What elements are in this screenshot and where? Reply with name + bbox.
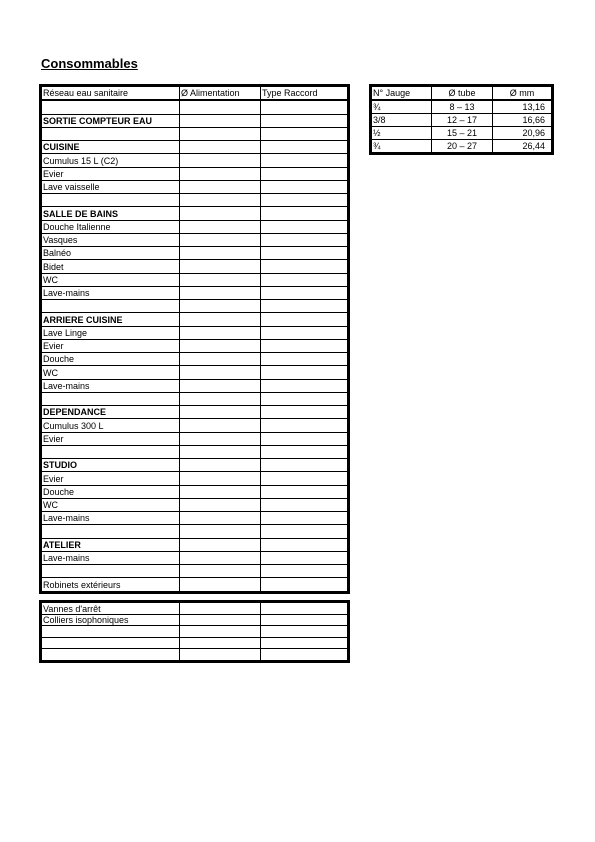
- raccord-cell[interactable]: [261, 286, 349, 299]
- table-row: [41, 485, 349, 498]
- header-tube: Ø tube: [432, 86, 493, 101]
- table-row: [41, 247, 349, 260]
- plumbing-network-table: [39, 84, 350, 594]
- consumable-cell[interactable]: [180, 637, 261, 649]
- raccord-cell[interactable]: [261, 551, 349, 564]
- gauge-number: 3/8: [371, 114, 432, 127]
- table-row: [41, 445, 349, 458]
- gauge-header-row: [371, 86, 553, 101]
- row-label: [41, 445, 180, 458]
- consumable-row: [41, 602, 349, 615]
- table-row: [41, 100, 349, 114]
- alimentation-cell[interactable]: [180, 194, 261, 207]
- raccord-cell[interactable]: [261, 419, 349, 432]
- header-alimentation: Ø Alimentation: [180, 86, 261, 101]
- alimentation-cell[interactable]: [180, 578, 261, 592]
- raccord-cell[interactable]: [261, 432, 349, 445]
- row-label: WC: [41, 366, 180, 379]
- mm-diameter: 20,96: [493, 127, 553, 140]
- raccord-cell[interactable]: [261, 525, 349, 538]
- consumable-label: [41, 649, 180, 662]
- gauge-row: [371, 140, 553, 154]
- consumable-row: [41, 637, 349, 649]
- alimentation-cell[interactable]: [180, 180, 261, 193]
- raccord-cell[interactable]: [261, 326, 349, 339]
- alimentation-cell[interactable]: [180, 300, 261, 313]
- alimentation-cell[interactable]: [180, 565, 261, 578]
- raccord-cell[interactable]: [261, 220, 349, 233]
- row-label: Douche: [41, 485, 180, 498]
- row-label: CUISINE: [41, 141, 180, 154]
- alimentation-cell[interactable]: [180, 445, 261, 458]
- raccord-cell[interactable]: [261, 565, 349, 578]
- alimentation-cell[interactable]: [180, 167, 261, 180]
- consumable-cell[interactable]: [180, 602, 261, 615]
- table-row: [41, 525, 349, 538]
- gauge-row: [371, 100, 553, 114]
- row-label: ATELIER: [41, 538, 180, 551]
- gauge-reference-table: [369, 84, 554, 155]
- raccord-cell[interactable]: [261, 100, 349, 114]
- table-row: [41, 127, 349, 140]
- raccord-cell[interactable]: [261, 578, 349, 592]
- gauge-number: ¾: [371, 100, 432, 114]
- raccord-cell[interactable]: [261, 313, 349, 326]
- raccord-cell[interactable]: [261, 273, 349, 286]
- raccord-cell[interactable]: [261, 154, 349, 167]
- table-row: [41, 220, 349, 233]
- row-label: Evier: [41, 472, 180, 485]
- raccord-cell[interactable]: [261, 392, 349, 405]
- raccord-cell[interactable]: [261, 247, 349, 260]
- header-jauge: N° Jauge: [371, 86, 432, 101]
- raccord-cell[interactable]: [261, 207, 349, 220]
- table-row: [41, 366, 349, 379]
- row-label: [41, 525, 180, 538]
- mm-diameter: 16,66: [493, 114, 553, 127]
- row-label: Cumulus 300 L: [41, 419, 180, 432]
- table-row: [41, 578, 349, 592]
- header-reseau: Réseau eau sanitaire: [41, 86, 180, 101]
- raccord-cell[interactable]: [261, 339, 349, 352]
- table-row: [41, 538, 349, 551]
- raccord-cell[interactable]: [261, 114, 349, 127]
- table-row: [41, 260, 349, 273]
- row-label: Vasques: [41, 233, 180, 246]
- consumables-table: [39, 600, 350, 663]
- row-label: [41, 565, 180, 578]
- alimentation-cell[interactable]: [180, 141, 261, 154]
- consumable-cell[interactable]: [261, 626, 349, 638]
- gauge-number: ¾: [371, 140, 432, 154]
- raccord-cell[interactable]: [261, 260, 349, 273]
- row-label: DEPENDANCE: [41, 406, 180, 419]
- mm-diameter: 13,16: [493, 100, 553, 114]
- alimentation-cell[interactable]: [180, 432, 261, 445]
- alimentation-cell[interactable]: [180, 538, 261, 551]
- raccord-cell[interactable]: [261, 180, 349, 193]
- alimentation-cell[interactable]: [180, 392, 261, 405]
- alimentation-cell[interactable]: [180, 127, 261, 140]
- alimentation-cell[interactable]: [180, 233, 261, 246]
- header-raccord: Type Raccord: [261, 86, 349, 101]
- raccord-cell[interactable]: [261, 485, 349, 498]
- raccord-cell[interactable]: [261, 406, 349, 419]
- header-mm: Ø mm: [493, 86, 553, 101]
- consumable-cell[interactable]: [261, 614, 349, 626]
- row-label: [41, 127, 180, 140]
- table-row: [41, 154, 349, 167]
- alimentation-cell[interactable]: [180, 100, 261, 114]
- row-label: Evier: [41, 339, 180, 352]
- alimentation-cell[interactable]: [180, 273, 261, 286]
- row-label: Bidet: [41, 260, 180, 273]
- raccord-cell[interactable]: [261, 459, 349, 472]
- consumable-row: [41, 614, 349, 626]
- consumable-row: [41, 649, 349, 662]
- row-label: Douche Italienne: [41, 220, 180, 233]
- table-row: [41, 180, 349, 193]
- alimentation-cell[interactable]: [180, 220, 261, 233]
- raccord-cell[interactable]: [261, 498, 349, 511]
- table-row: [41, 432, 349, 445]
- table-row: [41, 392, 349, 405]
- consumable-label: Colliers isophoniques: [41, 614, 180, 626]
- raccord-cell[interactable]: [261, 233, 349, 246]
- table-row: [41, 551, 349, 564]
- alimentation-cell[interactable]: [180, 485, 261, 498]
- mm-diameter: 26,44: [493, 140, 553, 154]
- raccord-cell[interactable]: [261, 379, 349, 392]
- raccord-cell[interactable]: [261, 167, 349, 180]
- alimentation-cell[interactable]: [180, 498, 261, 511]
- table-row: [41, 167, 349, 180]
- row-label: Douche: [41, 353, 180, 366]
- consumable-cell[interactable]: [180, 626, 261, 638]
- alimentation-cell[interactable]: [180, 472, 261, 485]
- alimentation-cell[interactable]: [180, 419, 261, 432]
- raccord-cell[interactable]: [261, 194, 349, 207]
- row-label: Lave-mains: [41, 551, 180, 564]
- alimentation-cell[interactable]: [180, 459, 261, 472]
- alimentation-cell[interactable]: [180, 313, 261, 326]
- raccord-cell[interactable]: [261, 512, 349, 525]
- table-row: [41, 300, 349, 313]
- page-title: Consommables: [41, 56, 138, 71]
- raccord-cell[interactable]: [261, 127, 349, 140]
- row-label: WC: [41, 498, 180, 511]
- row-label: ARRIERE CUISINE: [41, 313, 180, 326]
- table-row: [41, 141, 349, 154]
- tube-diameter: 20 – 27: [432, 140, 493, 154]
- raccord-cell[interactable]: [261, 366, 349, 379]
- raccord-cell[interactable]: [261, 300, 349, 313]
- row-label: SORTIE COMPTEUR EAU: [41, 114, 180, 127]
- alimentation-cell[interactable]: [180, 207, 261, 220]
- consumable-cell[interactable]: [261, 602, 349, 615]
- gauge-row: [371, 127, 553, 140]
- consumable-label: [41, 626, 180, 638]
- row-label: Balnéo: [41, 247, 180, 260]
- table-row: [41, 339, 349, 352]
- table-row: [41, 406, 349, 419]
- tube-diameter: 12 – 17: [432, 114, 493, 127]
- table-row: [41, 313, 349, 326]
- consumable-row: [41, 626, 349, 638]
- alimentation-cell[interactable]: [180, 366, 261, 379]
- table-row: [41, 565, 349, 578]
- gauge-number: ½: [371, 127, 432, 140]
- raccord-cell[interactable]: [261, 141, 349, 154]
- table-row: [41, 194, 349, 207]
- raccord-cell[interactable]: [261, 445, 349, 458]
- consumable-label: Vannes d'arrêt: [41, 602, 180, 615]
- alimentation-cell[interactable]: [180, 512, 261, 525]
- table-row: [41, 419, 349, 432]
- alimentation-cell[interactable]: [180, 326, 261, 339]
- row-label: WC: [41, 273, 180, 286]
- row-label: Lave Linge: [41, 326, 180, 339]
- table-row: [41, 114, 349, 127]
- table-row: [41, 512, 349, 525]
- table-header-row: [41, 86, 349, 101]
- alimentation-cell[interactable]: [180, 406, 261, 419]
- row-label: Lave-mains: [41, 286, 180, 299]
- alimentation-cell[interactable]: [180, 339, 261, 352]
- raccord-cell[interactable]: [261, 538, 349, 551]
- alimentation-cell[interactable]: [180, 260, 261, 273]
- raccord-cell[interactable]: [261, 353, 349, 366]
- row-label: Evier: [41, 432, 180, 445]
- consumable-cell[interactable]: [261, 649, 349, 662]
- row-label: [41, 100, 180, 114]
- alimentation-cell[interactable]: [180, 353, 261, 366]
- alimentation-cell[interactable]: [180, 286, 261, 299]
- gauge-row: [371, 114, 553, 127]
- table-row: [41, 459, 349, 472]
- consumable-cell[interactable]: [180, 649, 261, 662]
- table-row: [41, 326, 349, 339]
- row-label: Lave vaisselle: [41, 180, 180, 193]
- alimentation-cell[interactable]: [180, 379, 261, 392]
- row-label: [41, 194, 180, 207]
- tube-diameter: 15 – 21: [432, 127, 493, 140]
- alimentation-cell[interactable]: [180, 247, 261, 260]
- table-row: [41, 353, 349, 366]
- row-label: Cumulus 15 L (C2): [41, 154, 180, 167]
- row-label: Evier: [41, 167, 180, 180]
- table-row: [41, 207, 349, 220]
- table-row: [41, 233, 349, 246]
- tube-diameter: 8 – 13: [432, 100, 493, 114]
- consumable-label: [41, 637, 180, 649]
- raccord-cell[interactable]: [261, 472, 349, 485]
- table-row: [41, 498, 349, 511]
- alimentation-cell[interactable]: [180, 114, 261, 127]
- consumable-cell[interactable]: [261, 637, 349, 649]
- consumable-cell[interactable]: [180, 614, 261, 626]
- row-label: Robinets extérieurs: [41, 578, 180, 592]
- table-row: [41, 273, 349, 286]
- row-label: [41, 392, 180, 405]
- alimentation-cell[interactable]: [180, 154, 261, 167]
- row-label: [41, 300, 180, 313]
- row-label: SALLE DE BAINS: [41, 207, 180, 220]
- row-label: Lave-mains: [41, 379, 180, 392]
- table-row: [41, 472, 349, 485]
- alimentation-cell[interactable]: [180, 551, 261, 564]
- alimentation-cell[interactable]: [180, 525, 261, 538]
- row-label: STUDIO: [41, 459, 180, 472]
- row-label: Lave-mains: [41, 512, 180, 525]
- table-row: [41, 379, 349, 392]
- table-row: [41, 286, 349, 299]
